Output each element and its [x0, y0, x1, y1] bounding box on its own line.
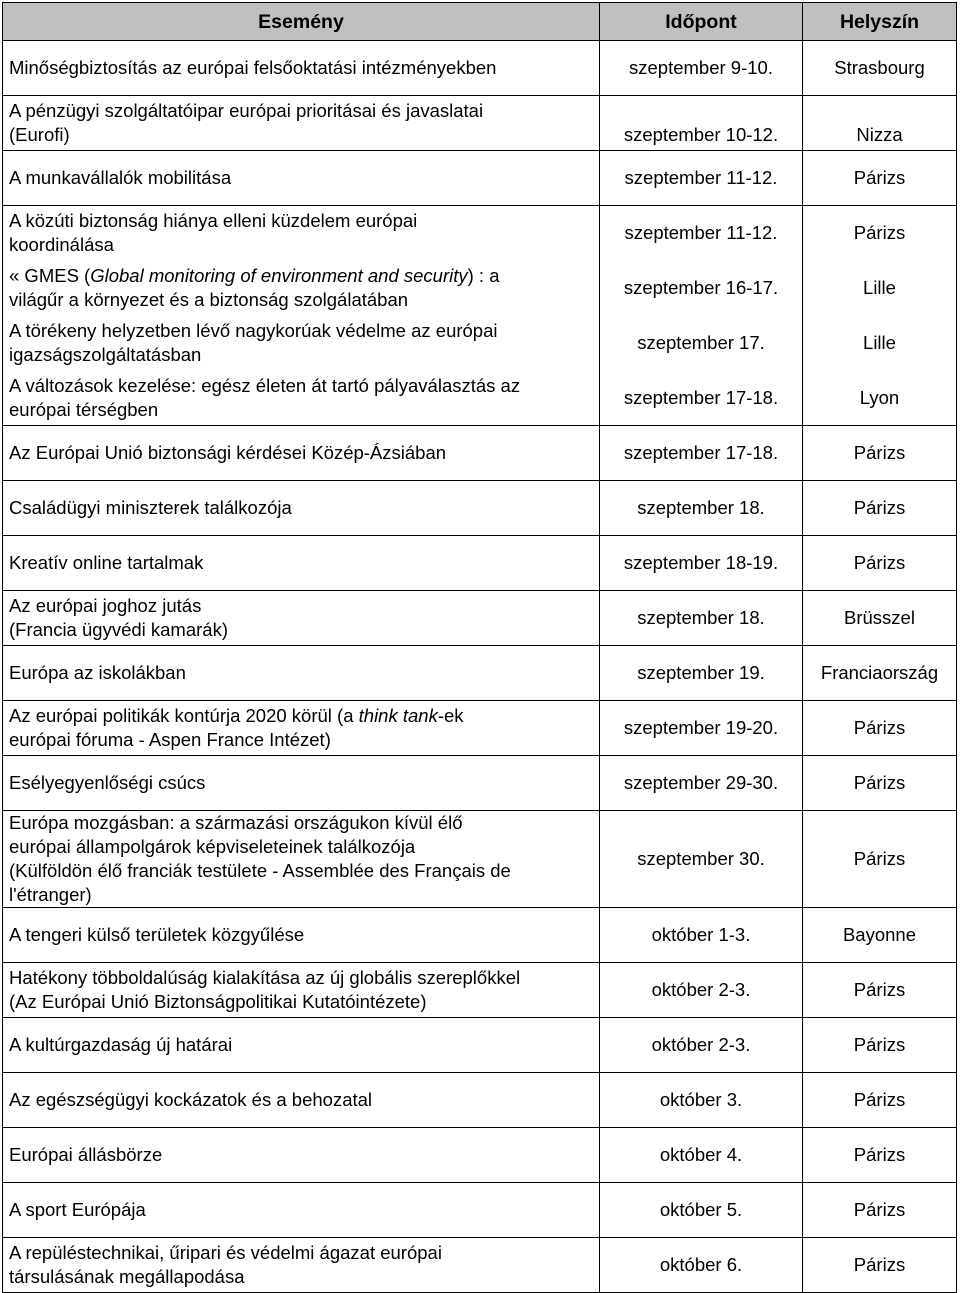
event-cell — [3, 1238, 600, 1293]
event-cell — [3, 206, 600, 261]
date-cell: szeptember 18. — [600, 481, 803, 536]
place-cell: Párizs — [803, 426, 957, 481]
date-cell: szeptember 30. — [600, 811, 803, 908]
table-row — [3, 908, 957, 963]
date-cell: szeptember 16-17. — [600, 261, 803, 316]
date-cell: szeptember 18-19. — [600, 536, 803, 591]
event-line: A pénzügyi szolgáltatóipar európai prioritásai és javaslatai — [9, 100, 484, 121]
event-cell: Az egészségügyi kockázatok és a behozatal — [3, 1073, 600, 1128]
event-cell: Esélyegyenlőségi csúcs — [3, 756, 600, 811]
event-cell — [3, 811, 600, 908]
table-row — [3, 426, 957, 481]
event-text: ) : a — [467, 265, 500, 286]
header-event: Esemény — [3, 3, 600, 41]
event-cell — [3, 701, 600, 756]
header-place: Helyszín — [803, 3, 957, 41]
event-line: Hatékony többoldalúság kialakítása az új globális szereplőkkel — [9, 967, 521, 988]
table-row — [3, 1183, 957, 1238]
event-line: (Francia ügyvédi kamarák) — [9, 619, 228, 640]
event-cell: A tengeri külső területek közgyűlése — [3, 908, 600, 963]
event-line: (Az Európai Unió Biztonságpolitikai Kutatóintézete) — [9, 991, 427, 1012]
date-cell: szeptember 11-12. — [600, 206, 803, 261]
event-text-italic: think tank — [358, 705, 438, 726]
date-cell: október 4. — [600, 1128, 803, 1183]
event-cell — [3, 591, 600, 646]
table-row — [3, 151, 957, 206]
event-text: -ek — [437, 705, 464, 726]
place-cell: Párizs — [803, 701, 957, 756]
table-row — [3, 96, 957, 151]
event-line: világűr a környezet és a biztonság szolgálatában — [9, 289, 409, 310]
date-cell: szeptember 18. — [600, 591, 803, 646]
event-line: A közúti biztonság hiánya elleni küzdelem európai — [9, 210, 418, 232]
place-cell: Párizs — [803, 1018, 957, 1073]
event-line: európai térségben — [9, 398, 159, 420]
event-cell: Minőségbiztosítás az európai felsőoktatási intézményekben — [3, 41, 600, 96]
date-cell: október 3. — [600, 1073, 803, 1128]
event-line: igazságszolgáltatásban — [9, 344, 202, 365]
table-row — [3, 1238, 957, 1293]
event-cell: A kultúrgazdaság új határai — [3, 1018, 600, 1073]
table-row — [3, 261, 957, 316]
table-row — [3, 481, 957, 536]
place-cell: Franciaország — [803, 646, 957, 701]
date-cell: október 5. — [600, 1183, 803, 1238]
date-cell: szeptember 9-10. — [600, 41, 803, 96]
place-cell: Párizs — [803, 1128, 957, 1183]
date-cell: szeptember 17. — [600, 316, 803, 371]
event-cell — [3, 96, 600, 151]
place-cell: Párizs — [803, 811, 957, 908]
place-cell: Párizs — [803, 1183, 957, 1238]
place-cell: Lille — [803, 316, 957, 371]
event-line: l'étranger) — [9, 884, 92, 905]
event-cell: A sport Európája — [3, 1183, 600, 1238]
date-cell: szeptember 17-18. — [600, 426, 803, 481]
event-line: Az európai joghoz jutás — [9, 595, 202, 616]
place-cell: Párizs — [803, 1238, 957, 1293]
table-row — [3, 756, 957, 811]
event-line: európai fóruma - Aspen France Intézet) — [9, 729, 331, 750]
place-cell: Párizs — [803, 206, 957, 261]
table-row — [3, 316, 957, 371]
place-cell: Nizza — [803, 96, 957, 151]
event-cell: Kreatív online tartalmak — [3, 536, 600, 591]
date-cell: szeptember 17-18. — [600, 371, 803, 426]
event-text: « GMES ( — [9, 265, 91, 286]
event-line: koordinálása — [9, 234, 114, 256]
event-line: európai állampolgárok képviseleteinek találkozója — [9, 836, 416, 857]
event-line: társulásának megállapodása — [9, 1266, 245, 1287]
table-row — [3, 41, 957, 96]
place-cell: Brüsszel — [803, 591, 957, 646]
date-cell: szeptember 19. — [600, 646, 803, 701]
table-row — [3, 701, 957, 756]
table-row — [3, 371, 957, 426]
event-cell: Európai állásbörze — [3, 1128, 600, 1183]
place-cell: Lille — [803, 261, 957, 316]
place-cell: Párizs — [803, 756, 957, 811]
event-line: (Eurofi) — [9, 124, 70, 145]
header-row — [3, 3, 957, 41]
event-line: A törékeny helyzetben lévő nagykorúak védelme az európai — [9, 320, 498, 341]
place-cell: Párizs — [803, 1073, 957, 1128]
date-cell: szeptember 11-12. — [600, 151, 803, 206]
place-cell: Párizs — [803, 963, 957, 1018]
table-row — [3, 963, 957, 1018]
date-cell: szeptember 29-30. — [600, 756, 803, 811]
event-cell — [3, 261, 600, 316]
table-row — [3, 1128, 957, 1183]
date-cell: október 2-3. — [600, 1018, 803, 1073]
place-cell: Strasbourg — [803, 41, 957, 96]
place-cell: Lyon — [803, 371, 957, 426]
event-text: Az európai politikák kontúrja 2020 körül (a — [9, 705, 359, 726]
place-cell: Párizs — [803, 536, 957, 591]
event-cell — [3, 316, 600, 371]
date-cell: október 2-3. — [600, 963, 803, 1018]
date-cell: október 1-3. — [600, 908, 803, 963]
table-row — [3, 206, 957, 261]
event-line: A változások kezelése: egész életen át tartó pályaválasztás az — [9, 374, 521, 396]
event-cell: A munkavállalók mobilitása — [3, 151, 600, 206]
header-date: Időpont — [600, 3, 803, 41]
table-row — [3, 1073, 957, 1128]
event-line: (Külföldön élő franciák testülete - Assemblée des Français de — [9, 860, 511, 881]
place-cell: Párizs — [803, 151, 957, 206]
event-cell — [3, 371, 600, 426]
table-row — [3, 811, 957, 908]
table-row — [3, 1018, 957, 1073]
table-row — [3, 536, 957, 591]
place-cell: Bayonne — [803, 908, 957, 963]
place-cell: Párizs — [803, 481, 957, 536]
event-text-italic: Global monitoring of environment and security — [90, 265, 468, 286]
event-cell — [3, 963, 600, 1018]
table-row — [3, 591, 957, 646]
date-cell: szeptember 19-20. — [600, 701, 803, 756]
event-cell: Európa az iskolákban — [3, 646, 600, 701]
event-cell: Családügyi miniszterek találkozója — [3, 481, 600, 536]
events-table — [2, 2, 957, 1293]
event-cell: Az Európai Unió biztonsági kérdései Közép-Ázsiában — [3, 426, 600, 481]
event-line: A repüléstechnikai, űripari és védelmi ágazat európai — [9, 1242, 442, 1263]
date-cell: október 6. — [600, 1238, 803, 1293]
date-cell: szeptember 10-12. — [600, 96, 803, 151]
event-line: Európa mozgásban: a származási országukon kívül élő — [9, 812, 463, 833]
table-row — [3, 646, 957, 701]
